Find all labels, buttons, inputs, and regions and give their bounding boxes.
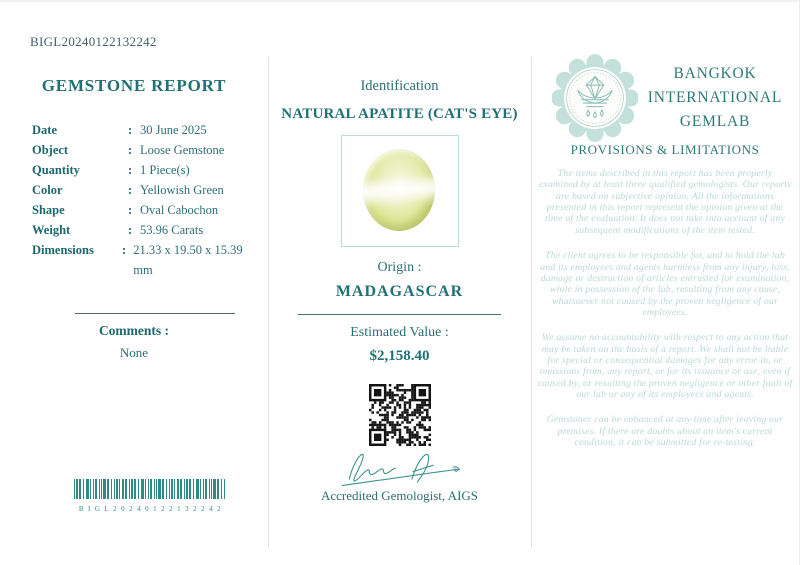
provisions-paragraph: We assume no accountability with respect to any action that may be taken on the basis of a report. We shall not be liable for special or consequential damages for any error in, or omissions from, any report, or for its issuance or use, even if caused by, or resulting the proven negligence or other fault of our lab or any of its employees and agents. <box>537 332 793 401</box>
field-value: 1 Piece(s) <box>140 163 190 177</box>
lab-header <box>552 54 792 142</box>
field-value: Loose Gemstone <box>140 143 225 157</box>
field-row-object <box>32 140 257 160</box>
field-value: 53.96 Carats <box>140 223 204 237</box>
field-value: 21.33 x 19.50 x 15.39 mm <box>133 243 243 277</box>
field-label: Object <box>32 143 69 157</box>
lab-logo gem-crescent-icon <box>552 54 638 142</box>
comments-divider <box>75 313 235 314</box>
field-row-quantity <box>32 160 257 180</box>
field-separator: : <box>128 163 133 177</box>
column-divider-right <box>531 57 532 547</box>
field-separator: : <box>128 143 133 157</box>
field-row-shape <box>32 200 257 220</box>
qr-code <box>369 384 431 446</box>
field-label: Shape <box>32 203 65 217</box>
field-row-weight <box>32 220 257 240</box>
lab-name-line: INTERNATIONAL <box>647 88 783 106</box>
barcode <box>72 479 232 504</box>
gemstone-photo-frame <box>341 135 459 247</box>
field-value: Oval Cabochon <box>140 203 219 217</box>
barcode-text: BIGL20240122132242 <box>78 505 226 513</box>
gemstone-photo <box>363 149 435 231</box>
provisions-paragraph: The client agrees to be responsible for, and to hold the lab and its employees and agents harmless from any injury, loss, damage or destruction of articles entrusted for examination, while in possession of the lab, resulting from any cause, whatsoever not caused by the proven negligence of our employees. <box>540 250 790 318</box>
estimated-value-amount: $2,158.40 <box>369 348 430 364</box>
field-value: Yellowish Green <box>140 183 224 197</box>
field-row-color <box>32 180 257 200</box>
field-separator: : <box>128 183 133 197</box>
report-number: BIGL20240122132242 <box>30 34 157 49</box>
field-row-dimensions <box>32 240 257 277</box>
report-title: GEMSTONE REPORT <box>41 76 227 95</box>
gemologist-title: Accredited Gemologist, AIGS <box>320 488 479 503</box>
provisions-text <box>537 168 793 463</box>
report-fields <box>32 120 257 277</box>
field-separator: : <box>128 223 133 237</box>
provisions-title: PROVISIONS & LIMITATIONS <box>570 142 760 157</box>
field-value: 30 June 2025 <box>140 123 207 137</box>
field-row-date <box>32 120 257 140</box>
provisions-paragraph: The items described in this report has been properly examined by at least three qualified gemologists. Our reports are based on subjective opinion. All the informations presented in this report represent the opinion given at the time of the evaluation. It does not take into account of any subsequent modifications of the item tested. <box>538 168 792 236</box>
provisions-paragraph: Gemstones can be enhanced at any time after leaving our premises. If there are doubts about an item's current condition, it can be submitted for re-testing. <box>546 414 784 449</box>
field-label: Date <box>32 123 57 137</box>
field-separator: : <box>128 203 133 217</box>
field-label: Quantity <box>32 163 80 177</box>
field-label: Weight <box>32 223 71 237</box>
field-separator: : <box>122 243 127 257</box>
gemologist-signature <box>320 446 480 492</box>
barcode-block <box>72 479 232 513</box>
identification-column <box>268 2 531 565</box>
field-separator: : <box>128 123 133 137</box>
identification-heading: Identification <box>360 78 439 94</box>
lab-name-line: GEMLAB <box>679 113 751 130</box>
origin-value: MADAGASCAR <box>335 283 464 300</box>
lab-name <box>638 62 792 134</box>
field-label: Dimensions <box>32 243 94 257</box>
comments-value: None <box>119 345 149 360</box>
origin-value-divider <box>298 314 501 315</box>
estimated-value-label: Estimated Value : <box>350 325 449 340</box>
lab-name-line: BANGKOK <box>673 64 757 82</box>
origin-label: Origin : <box>377 260 422 275</box>
field-label: Color <box>32 183 63 197</box>
identification-result: NATURAL APATITE (CAT'S EYE) <box>281 106 518 122</box>
comments-label: Comments : <box>98 323 170 338</box>
